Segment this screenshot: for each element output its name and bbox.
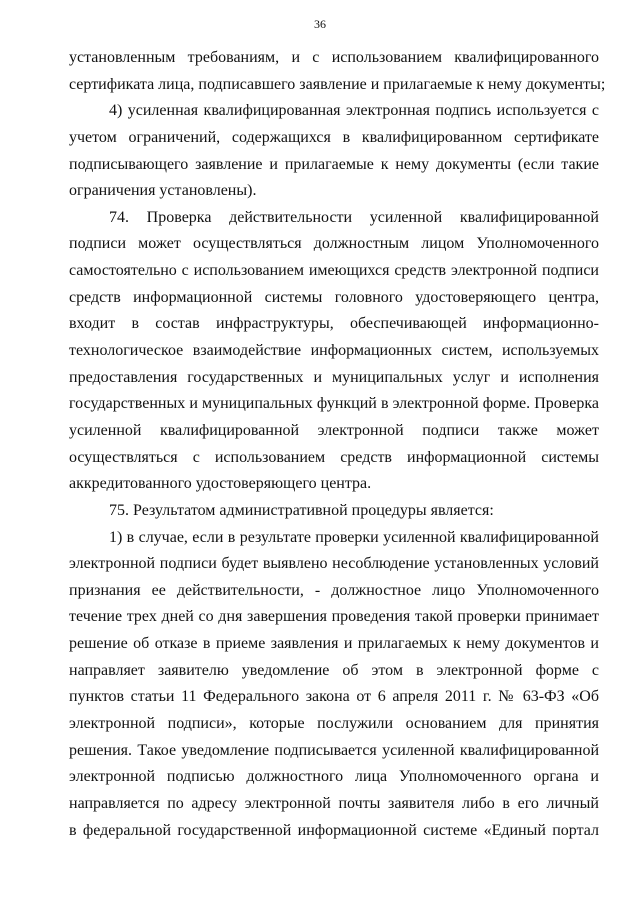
text-line: решение об отказе в приеме заявления и прилагаемых к нему документов и [69,635,599,653]
text-line: электронной подписи», которые послужили основанием для принятия [69,715,599,733]
text-line: учетом ограничений, содержащихся в квалифицированном сертификате [69,128,599,146]
text-line: установленным требованиям, и с использованием квалифицированного [69,49,599,66]
text-line: 4) усиленная квалифицированная электронная подпись используется с [109,102,599,120]
text-line: 75. Результатом административной процедуры является: [109,501,494,519]
text-line: осуществляться с использованием средств информационной системы [69,448,599,466]
text-line: усиленной квалифицированной электронной подписи также может [69,421,599,439]
text-line: течение трех дней со дня завершения проведения такой проверки принимает [69,608,599,626]
text-line: сертификата лица, подписавшего заявление и прилагаемые к нему документы; [69,75,606,93]
text-line: самостоятельно с использованием имеющихся средств электронной подписи [69,262,599,280]
text-line: ограничения установлены). [69,182,257,200]
document-body [69,45,606,844]
text-line: направляет заявителю уведомление об этом в электронной форме с [69,661,599,679]
text-line: государственных и муниципальных функций в электронной форме. Проверка [69,395,599,413]
text-line: электронной подписи будет выявлено несоблюдение установленных условий [69,555,599,573]
page-number: 36 [314,17,326,31]
text-line: в федеральной государственной информационной системе «Единый портал [69,821,599,839]
text-line: решения. Такое уведомление подписывается усиленной квалифицированной [69,741,599,759]
text-line: электронной подписью должностного лица Уполномоченного органа и [69,768,599,786]
text-line: подписи может осуществляться должностным лицом Уполномоченного [69,235,599,253]
text-line: направляется по адресу электронной почты заявителя либо в его личный [69,794,599,812]
text-line: средств информационной системы головного удостоверяющего центра, [69,288,599,306]
text-line: входит в состав инфраструктуры, обеспечивающей информационно- [69,315,599,333]
text-line: 1) в случае, если в результате проверки усиленной квалифицированной [109,528,599,546]
text-line: предоставления государственных и муниципальных услуг и исполнения [69,368,599,386]
text-line: пунктов статьи 11 Федерального закона от 6 апреля 2011 г. № 63-ФЗ «Об [69,688,599,706]
text-line: технологическое взаимодействие информационных систем, используемых [69,342,599,360]
text-line: признания ее действительности, - должностное лицо Уполномоченного [69,581,599,599]
text-line: аккредитованного удостоверяющего центра. [69,475,372,493]
text-line: подписывающего заявление и прилагаемые к нему документы (если такие [69,155,599,173]
text-line: 74. Проверка действительности усиленной квалифицированной [109,208,599,226]
